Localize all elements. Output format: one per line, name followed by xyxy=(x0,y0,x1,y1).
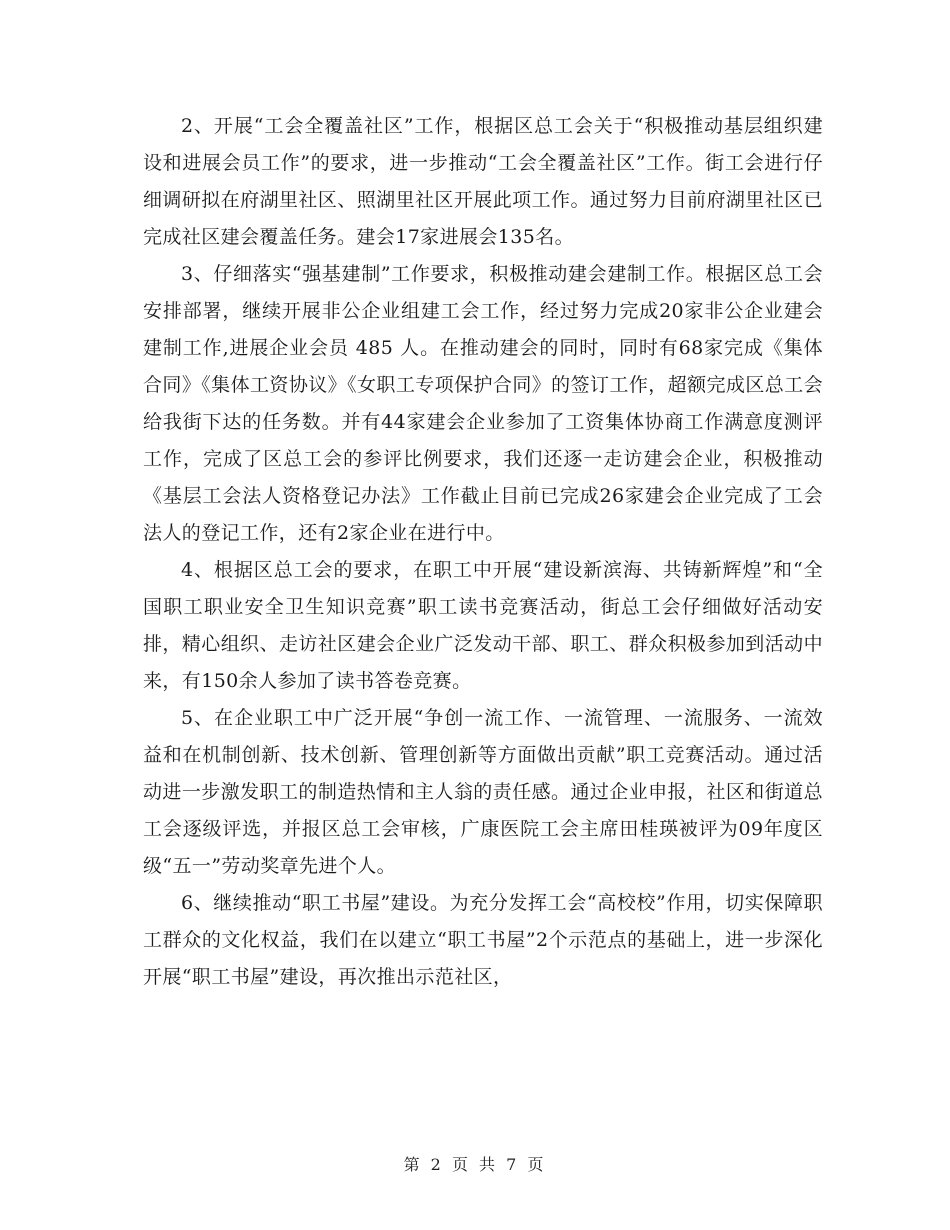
paragraph-item-2: 2、开展“工会全覆盖社区”工作，根据区总工会关于“积极推动基层组织建设和进展会员工作”的要求，进一步推动“工会全覆盖社区”工作。街工会进行仔细调研拟在府湖里社区、照湖里社区开展此项工作。通过努力目前府湖里社区已完成社区建会覆盖任务。建会17家进展会135名。 xyxy=(143,115,823,248)
page-number-footer: 第 2 页 共 7 页 xyxy=(403,1155,547,1174)
document-body xyxy=(143,108,823,996)
paragraph-item-5: 5、在企业职工中广泛开展“争创一流工作、一流管理、一流服务、一流效益和在机制创新、技术创新、管理创新等方面做出贡献”职工竞赛活动。通过活动进一步激发职工的制造热情和主人翁的责任感。通过企业申报，社区和街道总工会逐级评选，并报区总工会审核，广康医院工会主席田桂瑛被评为09年度区级“五一”劳动奖章先进个人。 xyxy=(143,707,823,877)
paragraph-item-3: 3、仔细落实“强基建制”工作要求，积极推动建会建制工作。根据区总工会安排部署，继续开展非公企业组建工会工作，经过努力完成20家非公企业建会建制工作,进展企业会员 485 人。在推动建会的同时，同时有68家完成《集体合同》《集体工资协议》《女职工专项保护合同》的签订工作，超额完成区总工会给我街下达的任务数。并有44家建会企业参加了工资集体协商工作满意度测评工作，完成了区总工会的参评比例要求，我们还逐一走访建会企业，积极推动《基层工会法人资格登记办法》工作截止目前已完成26家建会企业完成了工会法人的登记工作，还有2家企业在进行中。 xyxy=(143,263,823,544)
paragraph-item-4: 4、根据区总工会的要求，在职工中开展“建设新滨海、共铸新辉煌”和“全国职工职业安全卫生知识竞赛”职工读书竞赛活动，街总工会仔细做好活动安排，精心组织、走访社区建会企业广泛发动干部、职工、群众积极参加到活动中来，有150余人参加了读书答卷竞赛。 xyxy=(143,559,823,692)
paragraph-item-6: 6、继续推动“职工书屋”建设。为充分发挥工会“高校校”作用，切实保障职工群众的文化权益，我们在以建立“职工书屋”2个示范点的基础上，进一步深化开展“职工书屋”建设，再次推出示范社区， xyxy=(143,892,823,988)
